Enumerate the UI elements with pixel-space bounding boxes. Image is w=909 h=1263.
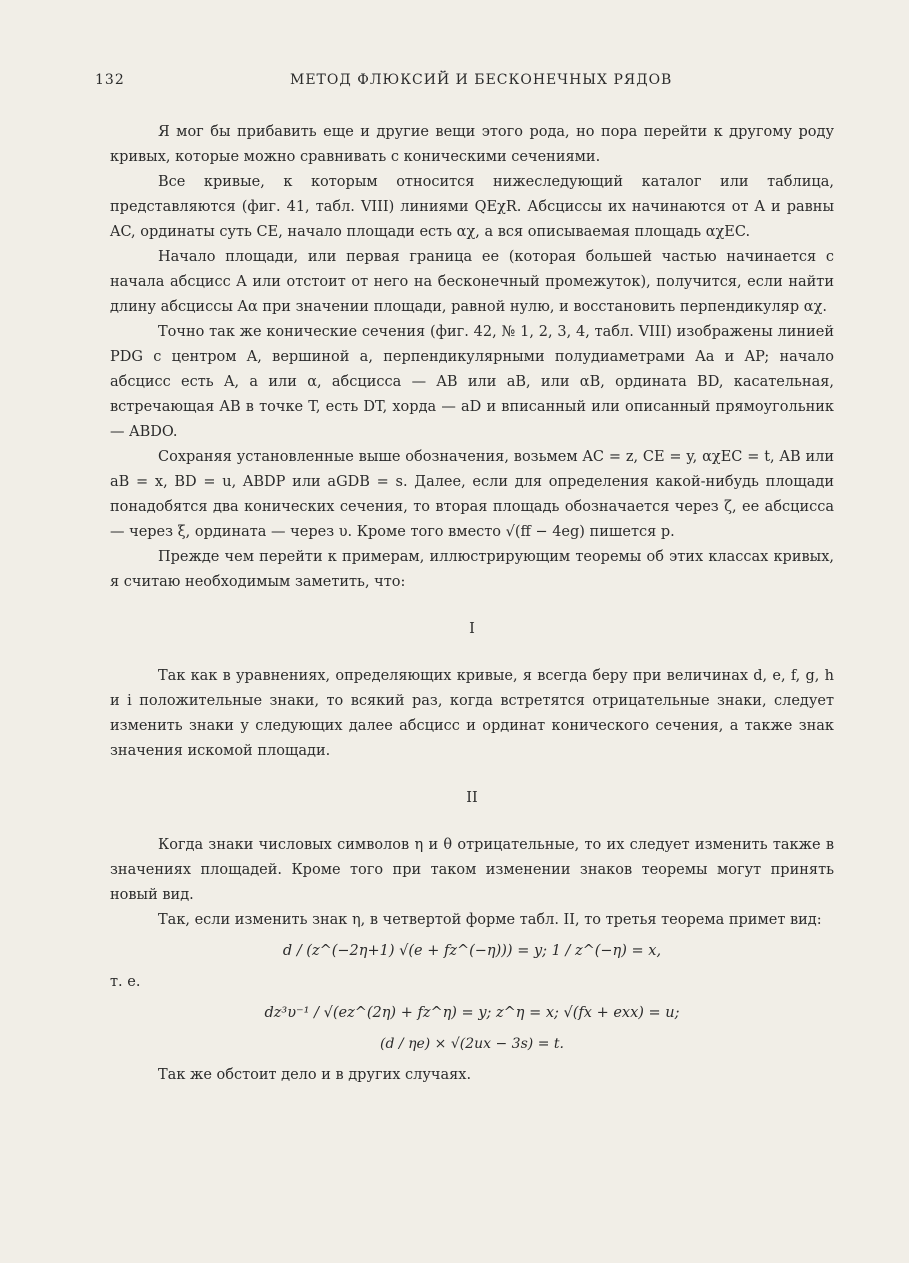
formula: dz³υ⁻¹ / √(ez^(2η) + fz^η) = y; z^η = x; √(fx + exx) = u; (264, 1005, 680, 1021)
paragraph: Так как в уравнениях, определяющих кривые, я всегда беру при величинах d, e, f, g, h и i положительные знаки, то всякий раз, когда встретятся отрицательные знаки, следует изменить знаки у следующих далее абсцисс и ординат конического сечения, а также знак значения искомой площади. (110, 668, 834, 759)
paragraph: Когда знаки числовых символов η и θ отрицательные, то их следует изменить также в значениях площадей. Кроме того при таком изменении знаков теоремы могут принять новый вид. (110, 837, 834, 903)
paragraph: Начало площади, или первая граница ее (которая большей частью начинается с начала абсцисс A или отстоит от него на бесконечный промежуток), получится, если найти длину абсциссы Aα при значении площади, равной нулю, и восстановить перпендикуляр αχ. (110, 249, 834, 315)
section-heading: II (466, 790, 478, 806)
paragraph: Прежде чем перейти к примерам, иллюстрирующим теоремы об этих классах кривых, я считаю необходимым заметить, что: (110, 549, 834, 590)
formula: (d / ηe) × √(2ux − 3s) = t. (380, 1036, 564, 1052)
formula: d / (z^(−2η+1) √(e + fz^(−η))) = y; 1 / z^(−η) = x, (282, 943, 662, 959)
paragraph: Сохраняя установленные выше обозначения, возьмем AC = z, CE = y, αχEC = t, AB или aB = x, BD = u, ABDP или aGDB = s. Далее, если для определения какой-нибудь площади понадобятся два конических сечения, то вторая площадь обозначается через ζ, ее абсцисса — через ξ, ордината — через υ. Кроме того вместо √(ff − 4eg) пишется p. (110, 449, 834, 540)
paragraph: Так, если изменить знак η, в четвертой форме табл. II, то третья теорема примет вид: (158, 912, 822, 928)
paragraph: Все кривые, к которым относится нижеследующий каталог или таблица, представляются (фиг. 41, табл. VIII) линиями QEχR. Абсциссы их начинаются от A и равны AC, ординаты суть CE, начало площади есть αχ, а вся описываемая площадь αχEC. (110, 174, 834, 240)
page-body (110, 120, 834, 1088)
te-label: т. е. (110, 974, 141, 990)
paragraph: Так же обстоит дело и в других случаях. (158, 1067, 472, 1083)
paragraph: Я мог бы прибавить еще и другие вещи этого рода, но пора перейти к другому роду кривых, которые можно сравнивать с коническими сечениями. (110, 124, 834, 165)
running-title: МЕТОД ФЛЮКСИЙ И БЕСКОНЕЧНЫХ РЯДОВ (290, 72, 673, 88)
paragraph: Точно так же конические сечения (фиг. 42, № 1, 2, 3, 4, табл. VIII) изображены линией PDG с центром A, вершиной a, перпендикулярными полудиаметрами Aa и AP; начало абсцисс есть A, a или α, абсцисса — AB или aB, или αB, ордината BD, касательная, встречающая AB в точке T, есть DT, хорда — aD и вписанный или описанный прямоугольник — ABDO. (110, 324, 834, 440)
page-number: 132 (95, 72, 125, 88)
section-heading: I (469, 621, 475, 637)
